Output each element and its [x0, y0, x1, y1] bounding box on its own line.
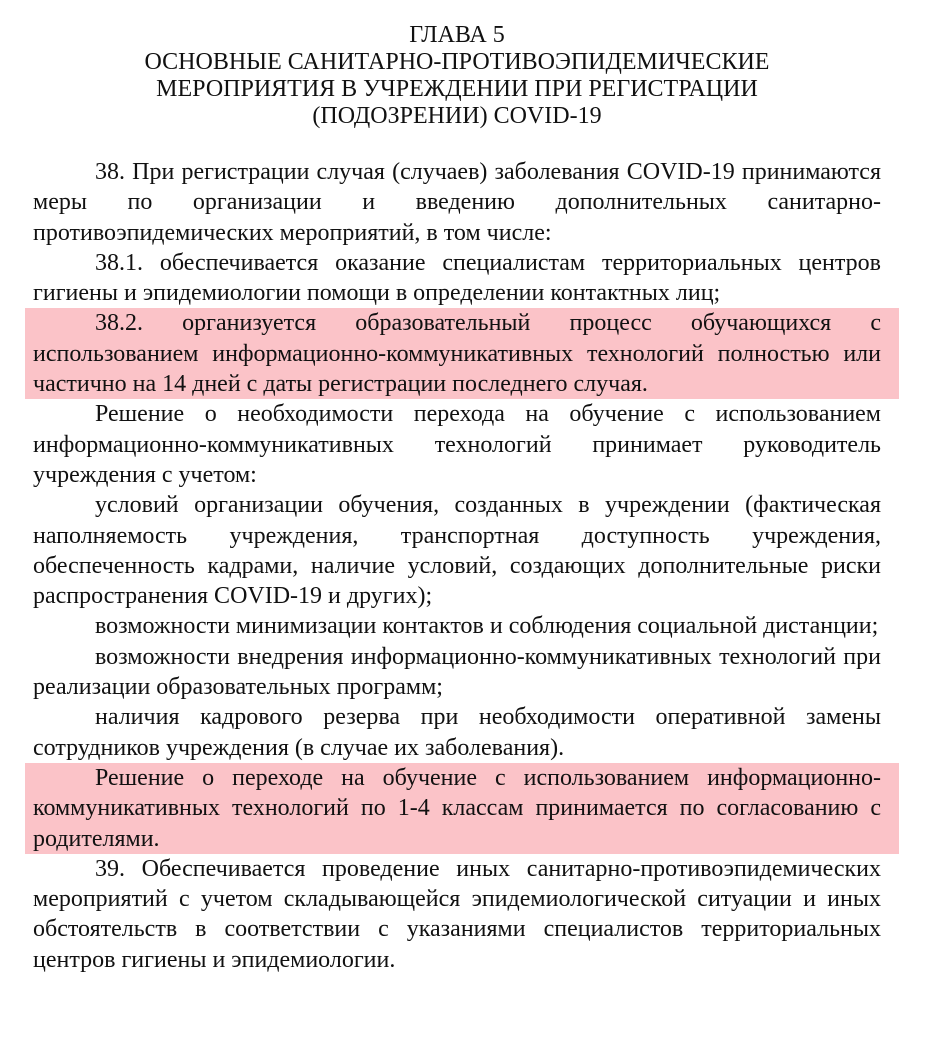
- paragraph-38: 38. При регистрации случая (случаев) заболевания COVID-19 принимаются меры по организации и введению дополнительных санитарно-противоэпидемических мероприятий, в том числе:: [33, 159, 881, 246]
- chapter-title-line-1: ОСНОВНЫЕ САНИТАРНО-ПРОТИВОЭПИДЕМИЧЕСКИЕ: [144, 49, 770, 75]
- chapter-title-line-2: МЕРОПРИЯТИЯ В УЧРЕЖДЕНИИ ПРИ РЕГИСТРАЦИИ: [156, 76, 758, 102]
- paragraph-39: 39. Обеспечивается проведение иных санитарно-противоэпидемических мероприятий с учетом складывающейся эпидемиологической ситуации и иных обстоятельств в соответствии с указаниями специалистов территориальных центров гигиены и эпидемиологии.: [33, 855, 881, 973]
- paragraph-decision: Решение о необходимости перехода на обучение с использованием информационно-коммуникативных технологий принимает руководитель учреждения с учетом:: [33, 401, 881, 488]
- chapter-title-line-3: (ПОДОЗРЕНИИ) COVID-19: [312, 103, 602, 129]
- paragraph-contacts: возможности минимизации контактов и соблюдения социальной дистанции;: [95, 613, 879, 640]
- paragraph-38-1: 38.1. обеспечивается оказание специалистам территориальных центров гигиены и эпидемиологии помощи в определении контактных лиц;: [33, 249, 881, 307]
- paragraph-38-2-highlighted: 38.2. организуется образовательный процесс обучающихся с использованием информационно-коммуникативных технологий полностью или частично на 14 дней с даты регистрации последнего случая.: [25, 308, 899, 399]
- paragraph-conditions: условий организации обучения, созданных в учреждении (фактическая наполняемость учреждения, транспортная доступность учреждения, обеспеченность кадрами, наличие условий, создающих дополнительные риски распространения COVID-19 и других);: [33, 492, 881, 610]
- paragraph-ict: возможности внедрения информационно-коммуникативных технологий при реализации образовательных программ;: [33, 643, 881, 701]
- paragraph-reserve: наличия кадрового резерва при необходимости оперативной замены сотрудников учреждения (в случае их заболевания).: [33, 704, 881, 761]
- chapter-number: ГЛАВА 5: [409, 22, 505, 48]
- chapter-heading: [33, 22, 881, 130]
- document-page: [33, 22, 881, 975]
- paragraph-parents-highlighted: Решение о переходе на обучение с использованием информационно-коммуникативных технологий по 1-4 классам принимается по согласованию с родителями.: [25, 763, 899, 854]
